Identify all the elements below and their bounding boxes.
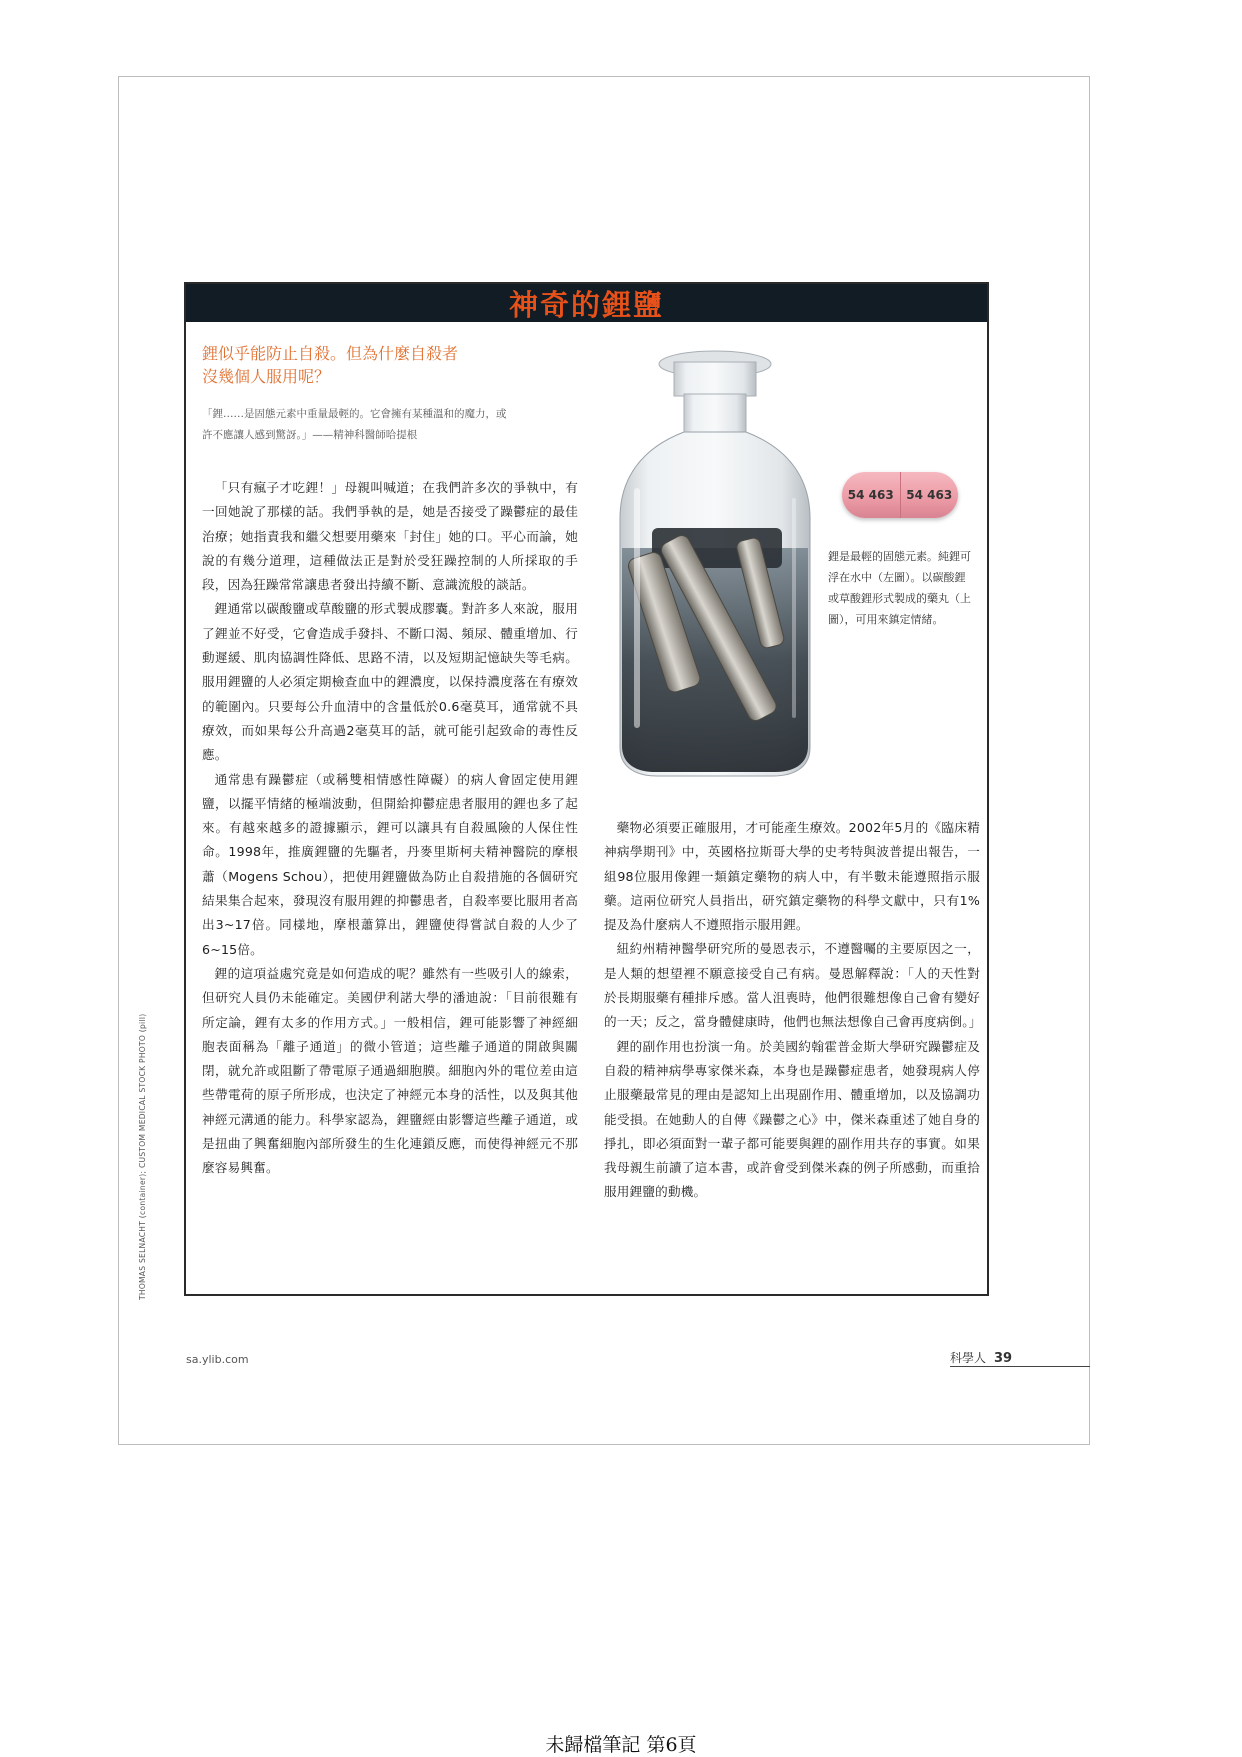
article-box <box>184 282 989 1296</box>
lithium-pill <box>842 472 958 518</box>
footer-rule <box>950 1366 1090 1367</box>
deck-line: 鋰似乎能防止自殺。但為什麼自殺者 <box>202 344 459 363</box>
paragraph: 通常患有躁鬱症（或稱雙相情感性障礙）的病人會固定使用鋰鹽，以擺平情緒的極端波動，但開給抑鬱症患者服用的鋰也多了起來。有越來越多的證據顯示，鋰可以讓具有自殺風險的人保住性命。1998年，推廣鋰鹽的先驅者，丹麥里斯柯夫精神醫院的摩根蕭（Mogens Schou），把使用鋰鹽做為防止自殺措施的各個研究結果集合起來，發現沒有服用鋰的抑鬱患者，自殺率要比服用者高出3~17倍。同樣地，摩根蕭算出，鋰鹽使得嘗試自殺的人少了6~15倍。 <box>202 771 578 957</box>
epigraph <box>202 404 582 446</box>
footer-page <box>950 1349 1012 1366</box>
article-title: 神奇的鋰鹽 <box>508 287 664 322</box>
deck <box>202 342 562 388</box>
paragraph: 鋰的這項益處究竟是如何造成的呢？雖然有一些吸引人的線索，但研究人員仍未能確定。美國伊利諾大學的潘迪說：「目前很難有所定論，鋰有太多的作用方式。」一般相信，鋰可能影響了神經細胞表面稱為「離子通道」的微小管道；這些離子通道的開啟與關閉，就允許或阻斷了帶電原子通過細胞膜。細胞內外的電位差由這些帶電荷的原子所形成，也決定了神經元本身的活性，以及與其他神經元溝通的能力。科學家認為，鋰鹽經由影響這些離子通道，或是扭曲了興奮細胞內部所發生的生化連鎖反應，而使得神經元不那麼容易興奮。 <box>202 965 578 1176</box>
page-number: 39 <box>994 1351 1013 1366</box>
paragraph: 藥物必須要正確服用，才可能產生療效。2002年5月的《臨床精神病學期刊》中，英國格拉斯哥大學的史考特與波普提出報告，一組98位服用像鋰一類鎮定藥物的病人中，有半數未能遵照指示服藥。這兩位研究人員指出，研究鎮定藥物的科學文獻中，只有1%提及為什麼病人不遵照指示服用鋰。 <box>604 820 980 933</box>
photo-caption: 鋰是最輕的固態元素。純鋰可浮在水中（左圖）。以碳酸鋰或草酸鋰形式製成的藥丸（上圖），可用來鎮定情緒。 <box>828 550 971 626</box>
epigraph-line: 許不應讓人感到驚訝。」——精神科醫師哈提根 <box>202 429 418 441</box>
paragraph: 「只有瘋子才吃鋰！」母親叫喊道；在我們許多次的爭執中，有一回她說了那樣的話。我們爭執的是，她是否接受了躁鬱症的最佳治療；她指責我和繼父想要用藥來「封住」她的口。平心而論，她說的有幾分道理，這種做法正是對於受狂躁控制的人所採取的手段，因為狂躁常常讓患者發出持續不斷、意識流般的談話。 <box>202 480 578 593</box>
body-column-right <box>604 816 980 1205</box>
epigraph-line: 「鋰……是固態元素中重量最輕的。它會擁有某種溫和的魔力，或 <box>202 408 507 420</box>
footer-magazine: 科學人 <box>950 1351 987 1365</box>
deck-line: 沒幾個人服用呢？ <box>202 367 331 386</box>
bottom-note: 未歸檔筆記 第6頁 <box>545 1734 697 1756</box>
pill-imprint: 54 463 <box>900 472 959 518</box>
pill-imprint: 54 463 <box>847 488 894 502</box>
footer-site: sa.ylib.com <box>186 1353 249 1366</box>
photo-credit: THOMAS SELNACHT (container); CUSTOM MEDICAL STOCK PHOTO (pill) <box>138 1013 147 1300</box>
lithium-jar-illustration <box>612 348 818 780</box>
body-column-left <box>202 476 578 1181</box>
title-bar <box>186 284 987 322</box>
paragraph: 鋰通常以碳酸鹽或草酸鹽的形式製成膠囊。對許多人來說，服用了鋰並不好受，它會造成手發抖、不斷口渴、頻尿、體重增加、行動遲緩、肌肉協調性降低、思路不清，以及短期記憶缺失等毛病。服用鋰鹽的人必須定期檢查血中的鋰濃度，以保持濃度落在有療效的範圍內。只要每公升血清中的含量低於0.6毫莫耳，通常就不具療效，而如果每公升高過2毫莫耳的話，就可能引起致命的毒性反應。 <box>202 601 578 763</box>
paragraph: 紐約州精神醫學研究所的曼恩表示，不遵醫囑的主要原因之一，是人類的想望裡不願意接受自己有病。曼恩解釋說：「人的天性對於長期服藥有種排斥感。當人沮喪時，他們很難想像自己會有變好的一天；反之，當身體健康時，他們也無法想像自己會再度病倒。」 <box>604 941 982 1030</box>
lithium-jar-photo <box>612 348 818 780</box>
paragraph: 鋰的副作用也扮演一角。於美國約翰霍普金斯大學研究躁鬱症及自殺的精神病學專家傑米森，本身也是躁鬱症患者，她發現病人停止服藥最常見的理由是認知上出現副作用、體重增加，以及協調功能受損。在她動人的自傳《躁鬱之心》中，傑米森重述了她自身的掙扎，即必須面對一輩子都可能要與鋰的副作用共存的事實。如果我母親生前讀了這本書，或許會受到傑米森的例子所感動，而重拾服用鋰鹽的動機。 <box>604 1038 980 1200</box>
